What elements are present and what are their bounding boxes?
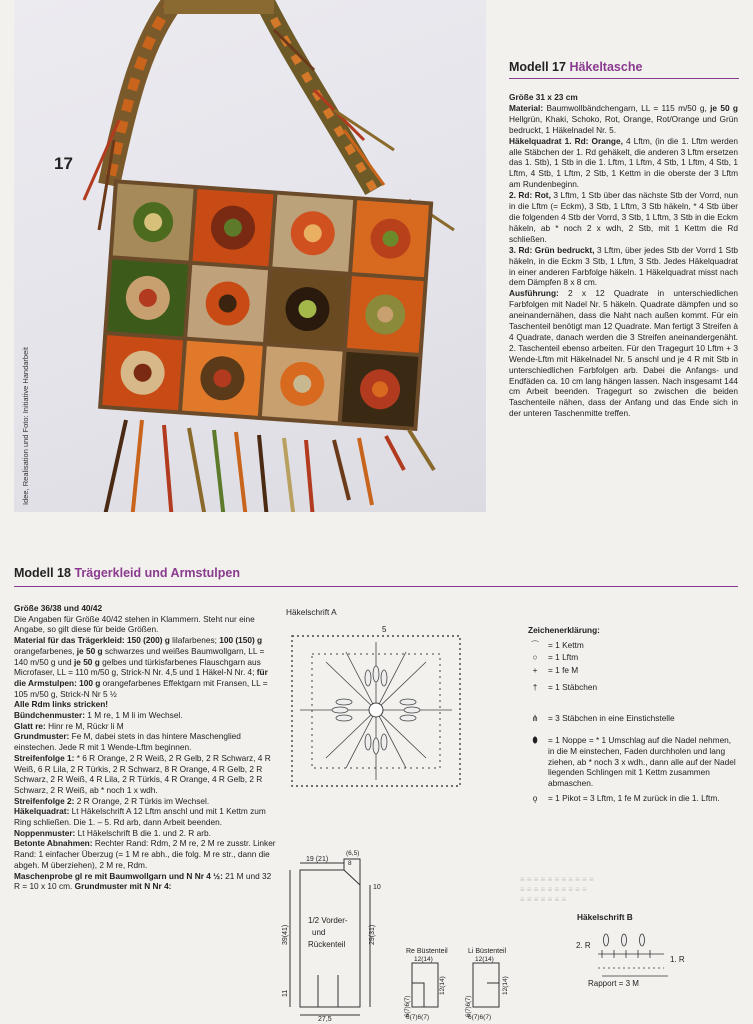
svg-text:und: und [312, 928, 326, 937]
legend-text: = 1 Noppe = * 1 Umschlag auf die Nadel nehmen, in die M einstechen, Faden durchholen und lang ziehen, ab * noch 3 x wdh., dann alle auf der Nadel liegenden Schlingen mit 1 Kettm zusammen abmaschen. [548, 735, 736, 789]
chart-b-row2: 2. R [576, 941, 591, 950]
p-text: Lt Häkelschrift A 12 Lftm anschl und mit 1 Kettm zum Ring schließen. Die 1. – 5. Rd arb, dann Arbeit beenden. [14, 806, 266, 828]
p-text: Die Angaben für Größe 40/42 stehen in Klammern. Steht nur eine Angabe, so gilt diese für beide Größen. [14, 613, 255, 635]
bleed-through-text: ≡ ≡ ≡ ≡ ≡ ≡ ≡ ≡ ≡ ≡ ≡ ≡ ≡ ≡ ≡ ≡ ≡ ≡ ≡ ≡ ≡ ≡ ≡ ≡ ≡ ≡ ≡ ≡ [520, 875, 594, 904]
p-text: 4 Lftm, (in die 1. Lftm werden alle Stäbchen der 1. Rd gehäkelt, die anderen 3 Lftm ersetzen das 1. Stb), 1 Stb in die 1. Lftm, 1 Lftm, 4 Stb, 1 Lftm, 4 Stb, 1 Lftm, 4 Stb, 1 Lftm, 2 Stb, 1 Kettm in die oberste der 3 Lftm am Rundenbeginn. [509, 135, 738, 190]
legend-text: = 1 Stäbchen [548, 681, 598, 692]
model18-heading [14, 566, 240, 580]
haekelschrift-b-label: Häkelschrift B [577, 912, 633, 922]
p-bold: Häkelquadrat 1. Rd: Orange, [509, 135, 623, 146]
legend-text: = 1 Lftm [548, 652, 579, 663]
p-text: Hinr re M, Rückr li M [45, 720, 124, 731]
kettm-icon: ⌒ [530, 639, 540, 650]
haekelschrift-a-label: Häkelschrift A [286, 607, 337, 617]
p-bold: je 50 g [76, 645, 103, 656]
crochet-bag-illustration [14, 0, 486, 512]
p-bold: Streifenfolge 2: [14, 795, 75, 806]
model18-label: Modell 18 [14, 566, 71, 580]
legend-text: = 1 Pikot = 3 Lftm, 1 fe M zurück in die 1. Lftm. [548, 792, 720, 803]
drei-staebchen-icon: ⋔ [531, 712, 539, 723]
p-bold: Bündchenmuster: [14, 710, 85, 721]
p-text: Rechter Rand: Rdm, 2 M re, 2 M re zusstr. Linker Rand: 1 einfacher Überzug (= 1 M re abh., die folg. M re str., dann die abgeh. M überziehen), 2 M re, Rdm. [14, 838, 276, 870]
pikot-icon: ǫ [532, 792, 538, 803]
p-text: orangefarbenes, [14, 645, 77, 656]
p-bold: Glatt re: [14, 720, 46, 731]
schnitt-bottom-width: 27,5 [318, 1016, 332, 1023]
p-text: lilafarbenes; [169, 635, 220, 646]
haekelschrift-b-chart [574, 926, 704, 996]
p-bold: Alle Rdm links stricken! [14, 699, 109, 710]
bust-bottom-re: 6(7)6(7) [406, 1014, 430, 1021]
p-bold: Streifenfolge 1: [14, 752, 75, 763]
p-bold: Häkelquadrat: [14, 806, 70, 817]
schnitt-right-10: 10 [373, 884, 381, 891]
haekelschrift-a-chart [286, 622, 472, 792]
schnitt-top-right: (6,5) [346, 850, 360, 857]
p-bold: Ausführung: [509, 288, 559, 299]
staebchen-icon: † [532, 681, 538, 692]
model17-label: Modell 17 [509, 60, 566, 74]
model18-body [14, 603, 276, 892]
p-bold: Grundmuster: [14, 731, 70, 742]
p-text: 2 R Orange, 2 R Türkis im Wechsel. [74, 795, 210, 806]
p-text: * 6 R Orange, 2 R Weiß, 2 R Gelb, 2 R Schwarz, 4 R Weiß, 6 R Lila, 2 R Türkis, 2 R Schwarz, 8 R Orange, 4 R Gelb, 2 R Schwarz, 2 R Weiß, 4 R Lila, 2 R Türkis, 4 R Orange, 4 R Gelb, 2 R Schwarz, 2 R Weiß, ab * noch 1 x wdh. [14, 752, 271, 795]
p-text: Lt Häkelschrift B die 1. und 2. R arb. [75, 827, 211, 838]
chart-b-row1: 1. R [670, 955, 685, 964]
model18-rule [14, 586, 738, 587]
li-buestenteil-label: Li Büstenteil [468, 948, 507, 955]
schnitt-right-29: 29(31) [369, 924, 376, 945]
model17-body [509, 92, 738, 419]
p-text: 21 M und 32 R = 10 x 10 cm. [14, 870, 272, 892]
legend [528, 625, 738, 805]
schnitt-left-11: 11 [282, 989, 289, 997]
photo-number: 17 [54, 154, 73, 173]
p-bold: Betonte Abnahmen: [14, 838, 93, 849]
p-bold: 100 (150) g [219, 635, 263, 646]
p-text: orangefarbenes Effektgarn mit Fransen, LL = 105 m/50 g, Strick-N Nr 5 ½ [14, 677, 268, 699]
re-buestenteil-label: Re Büstenteil [406, 948, 448, 955]
p-bold: Material für das Trägerkleid: 150 (200) g [14, 635, 170, 646]
p-text: 1 M re, 1 M li im Wechsel. [85, 710, 183, 721]
p-bold: 2. Rd: Rot, [509, 190, 551, 201]
schnitt-diagram [278, 845, 528, 1023]
chart-b-rapport: Rapport = 3 M [588, 979, 639, 988]
p-bold: für die Armstulpen: 100 g [14, 667, 268, 688]
legend-text: = 1 Kettm [548, 639, 584, 650]
model17-title: Häkeltasche [569, 60, 643, 74]
p-bold: Grundmuster mit N Nr 4: [74, 881, 172, 892]
model18-title: Trägerkleid und Armstulpen [74, 566, 240, 580]
schnitt-top-width: 19 (21) [306, 856, 329, 863]
chart-a-ring-label: 5 [382, 625, 387, 634]
p-text: Hellgrün, Khaki, Schoko, Rot, Orange, Rot/Orange und Grün bedruckt, 1 Häkelnadel Nr. 5. [509, 113, 738, 135]
p-text: 3 Lftm, 1 Stb über das nächste Stb der Vorrd, nun in die Lftm (= Eckm), 3 Stb, 1 Lftm, 3 Stb häkeln, * 4 Stb über die folgenden 4 Stb der Vorrd, 3 Stb, 1 Lftm, 3 Stb in die Eckm häkeln, ab * noch 2 x wdh, 2 Stb, mit 1 Kettm die Rd schließen. [509, 190, 738, 244]
bust-side-li: 6(7)6(7) [466, 995, 472, 1017]
svg-text:8: 8 [348, 860, 352, 867]
p-text: 3 Lftm, über jedes Stb der Vorrd 1 Stb häkeln, in die Eckm 3 Stb, 1 Lftm, 3 Stb. Jedes Häkelquadrat in einer anderen Farbfolge häkeln. 1 Häkelquadrat misst nach dem Dämpfen 8 x 8 cm. [509, 244, 738, 288]
model17-section [509, 60, 738, 419]
lftm-icon: ○ [532, 652, 538, 663]
noppe-icon: ⬮ [532, 735, 538, 746]
p-bold: Größe 36/38 und 40/42 [14, 603, 103, 613]
fe-m-icon: + [532, 665, 538, 676]
p-bold: je 50 g [73, 656, 100, 667]
legend-text: = 3 Stäbchen in eine Einstichstelle [548, 712, 675, 723]
p-text: schwarzes und weißes Baumwollgarn, LL = 140 m/50 g und [14, 645, 265, 667]
model17-rule [509, 78, 739, 79]
bust-width-li: 12(14) [475, 956, 494, 963]
bust-height-li: 12(14) [502, 976, 509, 995]
bust-bottom-li: 6(7)6(7) [468, 1014, 492, 1021]
p-bold: je 50 g [710, 102, 739, 113]
bust-width-re: 12(14) [414, 956, 433, 963]
schnitt-left-39: 39(41) [282, 924, 289, 945]
p-bold: Maschenprobe gl re mit Baumwollgarn und N Nr 4 ½: [14, 870, 223, 881]
model17-heading [509, 60, 738, 74]
bust-height-re: 12(14) [439, 976, 446, 995]
p-text: Fe M, dabei stets in das hintere Maschenglied einstechen. Jede R mit 1 Wende-Lftm beginnen. [14, 731, 241, 753]
p-text: 2 x 12 Quadrate in unterschiedlichen Farbfolgen mit Nadel Nr. 5 häkeln. Quadrate dämpfen und so aneinandernähen, dass die Naht nach außen kommt. Für ein Taschenteil benötigt man 12 Quadrate. Man fertigt 3 Streifen à 4 Quadrate, danach werden die 3 Streifen aneinandergenäht. 2. Taschenteil ebenso arbeiten. Für den Tragegurt 10 Lftm + 3 Wende-Lftm mit Häkelnadel Nr. 5 anschl und je 4 R mit Stb in unterschiedlichen Farbfolgen arb. Dabei die Anfangs- und Endfäden ca. 10 cm lang hängen lassen. Nach insgesamt 144 cm Arbeit beenden. Tragegurt so zwischen die beiden Taschenteile nähen, dass der Anfang und das Ende sich in der unteren Taschenmitte treffen. [509, 288, 738, 419]
bust-side-re: 6(7)6(7) [405, 995, 411, 1017]
model17-size: Größe 31 x 23 cm [509, 92, 578, 102]
p-text: Baumwollbändchengarn, LL = 115 m/50 g, [543, 102, 711, 113]
schnitt-main-label: 1/2 Vorder- [308, 916, 348, 925]
p-bold: Noppenmuster: [14, 827, 76, 838]
svg-text:Rückenteil: Rückenteil [308, 940, 346, 949]
photo-credit: Idee, Realisation und Foto: Initiative Handarbeit [21, 346, 30, 505]
legend-title: Zeichenerklärung: [528, 625, 600, 635]
legend-text: = 1 fe M [548, 665, 579, 676]
p-text: gelbes und türkisfarbenes Flauschgarn aus Microfaser, LL = 110 m/50 g, Strick-N Nr. 4,5 und 1 Häkel-N Nr. 4; [14, 656, 261, 678]
bag-photo [14, 0, 486, 512]
p-bold: 3. Rd: Grün bedruckt, [509, 244, 595, 255]
p-bold: Material: [509, 102, 544, 113]
